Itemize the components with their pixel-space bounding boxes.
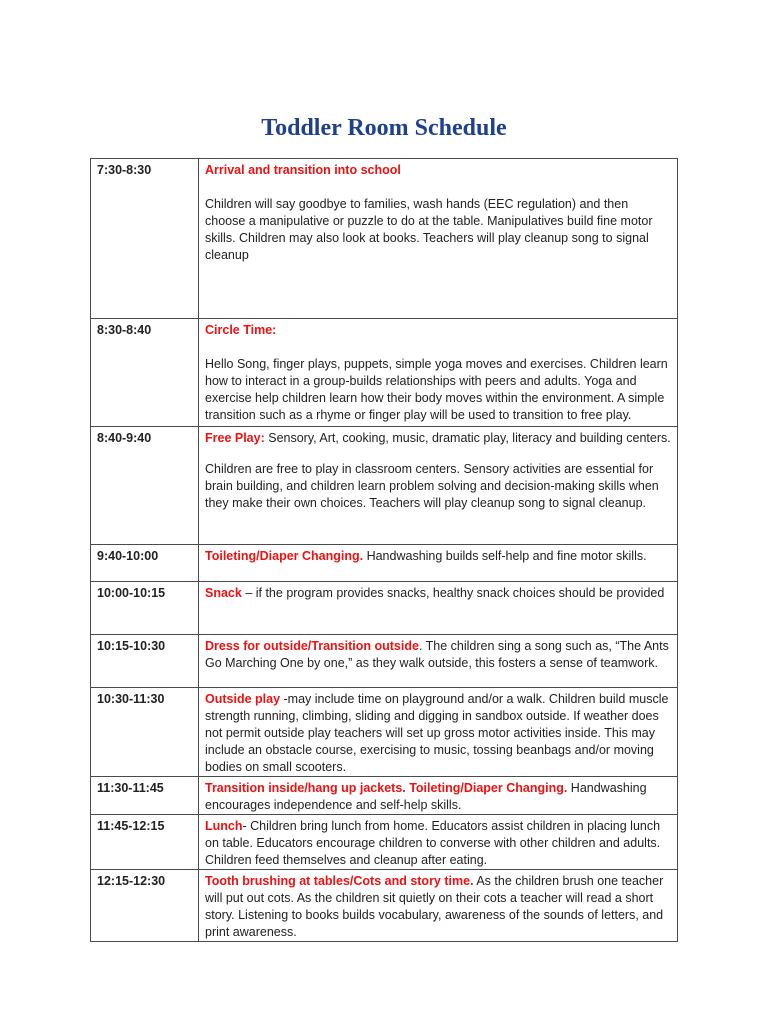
activity-heading: Free Play: — [205, 431, 265, 445]
activity-cell — [199, 545, 678, 582]
activity-description: Hello Song, finger plays, puppets, simple yoga moves and exercises. Children learn how to interact in a group-builds relationships with peers and adults. Yoga and exercise help children learn how their body moves within the environment. A simple transition such as a rhyme or finger play will be used to transition to free play. — [205, 357, 668, 422]
schedule-row — [91, 159, 678, 319]
activity-heading: Circle Time: — [205, 323, 277, 337]
schedule-table — [90, 158, 678, 942]
activity-cell — [199, 582, 678, 635]
time-cell: 7:30-8:30 — [91, 159, 199, 319]
paragraph-gap — [205, 179, 671, 196]
activity-inline-text: . The children sing a song such as, “The Ants Go Marching One by one,” as they walk outside, this fosters a sense of teamwork. — [205, 639, 669, 670]
activity-inline-text: -may include time on playground and/or a walk. Children build muscle strength running, climbing, sliding and digging in sandbox outside. If weather does not permit outside play teachers will set up gross motor activities inside. This may include an obstacle course, exercising to music, tossing beanbags and/or moving bodies on small scooters. — [205, 692, 669, 774]
activity-heading: Lunch — [205, 819, 243, 833]
activity-cell — [199, 688, 678, 777]
schedule-row — [91, 815, 678, 870]
paragraph-gap — [205, 447, 671, 461]
activity-inline-text: Sensory, Art, cooking, music, dramatic play, literacy and building centers. — [264, 431, 671, 445]
schedule-row — [91, 870, 678, 942]
activity-cell — [199, 870, 678, 942]
activity-inline-text: As the children brush one teacher will put out cots. As the children sit quietly on their cots a teacher will read a short story. Listening to books builds vocabulary, awareness of the sounds of letters, and print awareness. — [205, 874, 664, 939]
time-cell: 9:40-10:00 — [91, 545, 199, 582]
schedule-row — [91, 582, 678, 635]
activity-inline-text: - Children bring lunch from home. Educators assist children in placing lunch on table. Educators encourage children to converse with other children and adults. Children feed themselves and cleanup after eating. — [205, 819, 661, 867]
activity-heading: Outside play — [205, 692, 281, 706]
schedule-row — [91, 427, 678, 545]
schedule-row — [91, 777, 678, 815]
time-cell: 10:30-11:30 — [91, 688, 199, 777]
activity-inline-text: Handwashing builds self-help and fine motor skills. — [363, 549, 647, 563]
activity-cell — [199, 319, 678, 427]
activity-cell — [199, 635, 678, 688]
time-cell: 11:30-11:45 — [91, 777, 199, 815]
schedule-row — [91, 635, 678, 688]
paragraph-gap — [205, 339, 671, 356]
activity-cell — [199, 777, 678, 815]
activity-description: Children are free to play in classroom centers. Sensory activities are essential for brain building, and children learn problem solving and decision-making skills when they make their own choices. Teachers will play cleanup song to signal cleanup. — [205, 462, 659, 510]
activity-heading: Snack — [205, 586, 242, 600]
schedule-row — [91, 688, 678, 777]
activity-inline-text: Handwashing encourages independence and self-help skills. — [205, 781, 647, 812]
activity-inline-text: – if the program provides snacks, healthy snack choices should be provided — [241, 586, 665, 600]
schedule-row — [91, 545, 678, 582]
activity-description: Children will say goodbye to families, wash hands (EEC regulation) and then choose a manipulative or puzzle to do at the table. Manipulatives build fine motor skills. Children may also look at books. Teachers will play cleanup song to signal cleanup — [205, 197, 653, 262]
time-cell: 8:30-8:40 — [91, 319, 199, 427]
time-cell: 11:45-12:15 — [91, 815, 199, 870]
activity-heading: Transition inside/hang up jackets. Toileting/Diaper Changing. — [205, 781, 568, 795]
activity-cell — [199, 815, 678, 870]
activity-cell — [199, 427, 678, 545]
activity-cell — [199, 159, 678, 319]
time-cell: 12:15-12:30 — [91, 870, 199, 942]
activity-heading: Tooth brushing at tables/Cots and story time. — [205, 874, 474, 888]
time-cell: 8:40-9:40 — [91, 427, 199, 545]
activity-heading: Arrival and transition into school — [205, 163, 401, 177]
page-title: Toddler Room Schedule — [261, 115, 507, 141]
time-cell: 10:00-10:15 — [91, 582, 199, 635]
time-cell: 10:15-10:30 — [91, 635, 199, 688]
activity-heading: Dress for outside/Transition outside — [205, 639, 419, 653]
schedule-row — [91, 319, 678, 427]
activity-heading: Toileting/Diaper Changing. — [205, 549, 364, 563]
